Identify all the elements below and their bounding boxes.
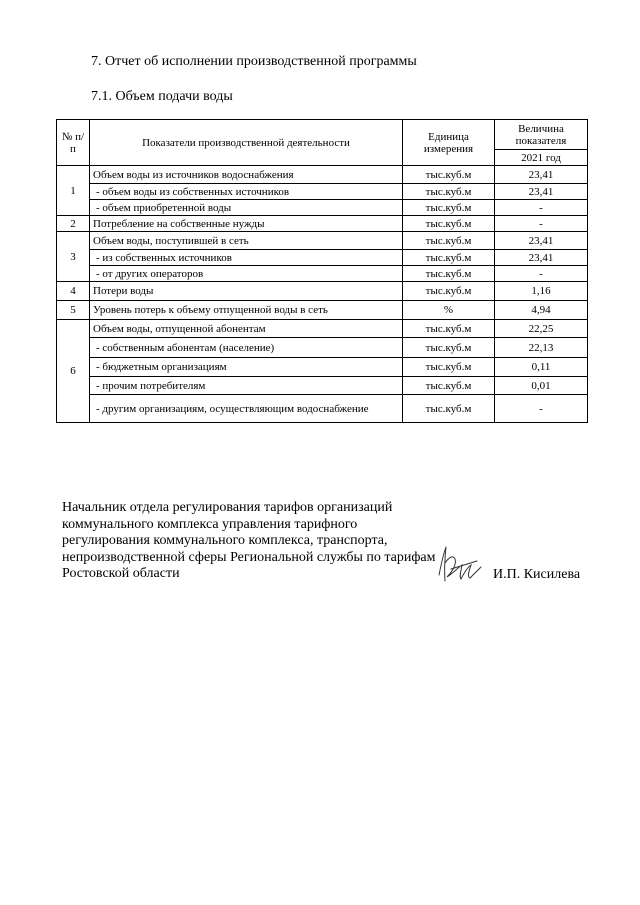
indicator-unit: тыс.куб.м [403,266,495,282]
indicator-value: 23,41 [495,166,588,184]
indicator-name: - из собственных источников [90,250,403,266]
table-row [57,301,588,320]
header-row [57,120,588,150]
row-number: 2 [57,216,90,232]
header-value: Величина показателя [495,120,588,150]
indicator-value: 0,01 [495,377,588,395]
indicator-name: - объем воды из собственных источников [90,184,403,200]
indicator-name: Объем воды из источников водоснабжения [90,166,403,184]
signer-name: И.П. Кисилева [493,567,581,582]
indicator-name: Потребление на собственные нужды [90,216,403,232]
indicator-value: - [495,266,588,282]
table-body [57,120,588,423]
row-number: 3 [57,232,90,282]
table-row [57,232,588,250]
table-row [57,338,588,358]
indicator-value: 23,41 [495,232,588,250]
table-row [57,377,588,395]
table-row [57,282,588,301]
indicator-name: Уровень потерь к объему отпущенной воды в сеть [90,301,403,320]
indicator-value: 23,41 [495,250,588,266]
indicator-name: Объем воды, поступившей в сеть [90,232,403,250]
indicator-unit: тыс.куб.м [403,166,495,184]
indicator-unit: тыс.куб.м [403,184,495,200]
indicator-unit: тыс.куб.м [403,320,495,338]
indicator-value: 22,13 [495,338,588,358]
indicator-unit: тыс.куб.м [403,250,495,266]
indicator-value: - [495,395,588,423]
indicator-value: - [495,200,588,216]
header-year: 2021 год [495,150,588,166]
indicator-value: 23,41 [495,184,588,200]
indicator-unit: тыс.куб.м [403,282,495,301]
table-row [57,184,588,200]
indicator-value: 1,16 [495,282,588,301]
indicator-unit: тыс.куб.м [403,395,495,423]
indicator-name: Потери воды [90,282,403,301]
header-indicator: Показатели производственной деятельности [90,120,403,166]
table-row [57,200,588,216]
indicator-unit: тыс.куб.м [403,377,495,395]
indicator-unit: тыс.куб.м [403,358,495,377]
indicator-name: - объем приобретенной воды [90,200,403,216]
row-number: 5 [57,301,90,320]
signature-image [431,543,483,587]
table-row [57,320,588,338]
row-number: 1 [57,166,90,216]
indicator-name: - прочим потребителям [90,377,403,395]
indicator-unit: тыс.куб.м [403,216,495,232]
signatory-position: Начальник отдела регулирования тарифов организаций коммунального комплекса управления тарифного регулирования коммунального комплекса, транспорта, непроизводственной сферы Региональной службы по тарифам Ростовской области [62,500,436,581]
indicator-value: - [495,216,588,232]
row-number: 6 [57,320,90,423]
section-title: 7. Отчет об исполнении производственной программы [91,54,417,69]
indicator-name: Объем воды, отпущенной абонентам [90,320,403,338]
section-subtitle: 7.1. Объем подачи воды [91,89,233,104]
table-row [57,166,588,184]
indicator-name: - от других операторов [90,266,403,282]
indicator-value: 4,94 [495,301,588,320]
table-row [57,266,588,282]
table-row [57,395,588,423]
indicator-unit: тыс.куб.м [403,232,495,250]
indicator-unit: тыс.куб.м [403,200,495,216]
row-number: 4 [57,282,90,301]
indicator-name: - бюджетным организациям [90,358,403,377]
table-row [57,358,588,377]
indicator-value: 22,25 [495,320,588,338]
table-row [57,216,588,232]
table-row [57,250,588,266]
indicator-value: 0,11 [495,358,588,377]
indicator-name: - другим организациям, осуществляющим водоснабжение [90,395,403,423]
header-num: № п/п [57,120,90,166]
indicator-unit: тыс.куб.м [403,338,495,358]
indicator-unit: % [403,301,495,320]
indicator-name: - собственным абонентам (население) [90,338,403,358]
water-supply-table [56,119,588,423]
header-unit: Единица измерения [403,120,495,166]
